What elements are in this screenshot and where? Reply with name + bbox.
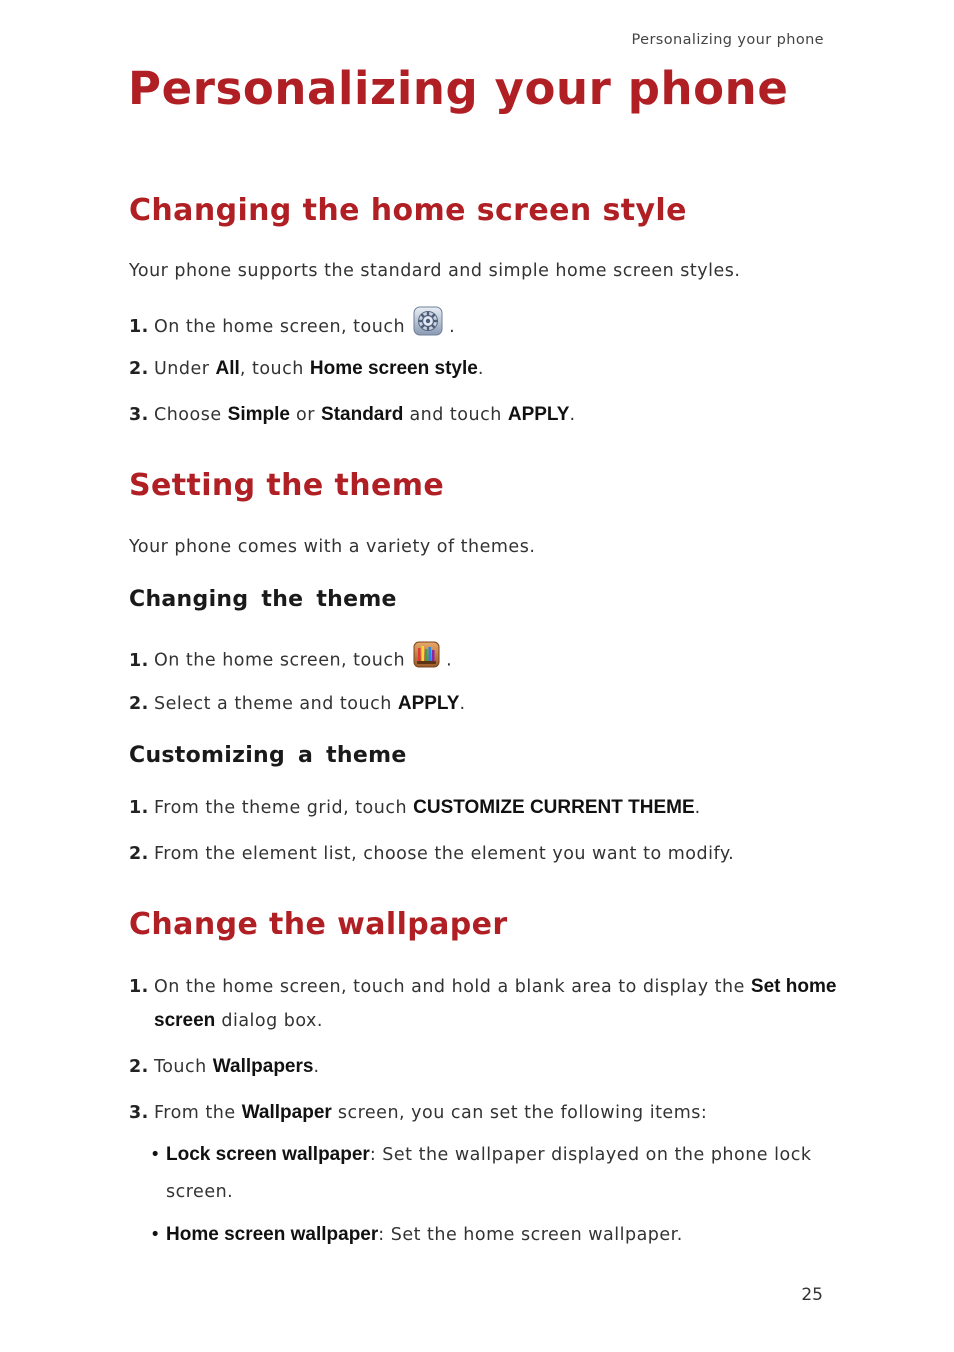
ui-term-screen: screen bbox=[154, 1010, 216, 1031]
step-text: Select a theme and touch bbox=[154, 694, 398, 714]
step-number: 2. bbox=[129, 1057, 149, 1077]
intro-setting-theme: Your phone comes with a variety of themes. bbox=[129, 537, 536, 557]
step-2-change-wallpaper bbox=[129, 1050, 320, 1084]
step-text: Touch bbox=[154, 1057, 213, 1077]
step-end: . bbox=[446, 650, 453, 671]
subheading-customizing-theme: Customizing a theme bbox=[129, 743, 407, 768]
step-number: 2. bbox=[129, 359, 149, 379]
ui-term-standard: Standard bbox=[321, 404, 404, 425]
step-text: Under bbox=[154, 359, 216, 379]
section-heading-home-screen-style: Changing the home screen style bbox=[129, 193, 687, 228]
ui-term-simple: Simple bbox=[227, 404, 290, 425]
bullet-text: : Set the home screen wallpaper. bbox=[378, 1225, 683, 1245]
step-1-changing-theme bbox=[129, 641, 452, 680]
step-text: and touch bbox=[403, 405, 508, 425]
step-end: . bbox=[449, 317, 456, 337]
step-number: 1. bbox=[129, 650, 149, 671]
step-text: . bbox=[459, 694, 466, 714]
step-text: dialog box. bbox=[215, 1011, 323, 1031]
section-heading-change-wallpaper: Change the wallpaper bbox=[129, 907, 508, 942]
step-1-home-screen-style bbox=[129, 306, 455, 348]
step-text: or bbox=[289, 405, 322, 425]
step-2-customizing-theme bbox=[129, 837, 734, 871]
bullet-home-screen-wallpaper bbox=[150, 1224, 683, 1246]
running-header: Personalizing your phone bbox=[631, 32, 824, 48]
step-2-home-screen-style bbox=[129, 352, 484, 386]
bullet-lock-screen-wallpaper bbox=[150, 1144, 811, 1166]
ui-term-set-home: Set home bbox=[750, 976, 837, 997]
page-number: 25 bbox=[801, 1285, 823, 1305]
section-heading-setting-theme: Setting the theme bbox=[129, 468, 445, 503]
ui-term-wallpapers: Wallpapers bbox=[212, 1056, 314, 1077]
step-text: . bbox=[694, 798, 701, 818]
step-text: , touch bbox=[239, 359, 310, 379]
step-text: From the element list, choose the element you want to modify. bbox=[154, 844, 735, 864]
step-number: 2. bbox=[129, 844, 149, 864]
step-text: On the home screen, touch and hold a blank area to display the bbox=[154, 977, 751, 997]
step-2-changing-theme bbox=[129, 687, 466, 721]
step-number: 1. bbox=[129, 317, 149, 337]
step-text: . bbox=[569, 405, 576, 425]
page-title: Personalizing your phone bbox=[128, 62, 789, 115]
ui-term-apply: APPLY bbox=[507, 404, 570, 425]
bullet-lock-screen-continuation: screen. bbox=[166, 1182, 234, 1202]
step-1-change-wallpaper bbox=[129, 970, 836, 1004]
ui-term-home-screen-style: Home screen style bbox=[309, 358, 478, 379]
step-text: screen, you can set the following items: bbox=[331, 1103, 708, 1123]
step-text: Choose bbox=[154, 405, 228, 425]
step-3-change-wallpaper bbox=[129, 1096, 707, 1130]
step-text: From the bbox=[154, 1103, 242, 1123]
step-text: . bbox=[313, 1057, 320, 1077]
ui-term-customize-current-theme: CUSTOMIZE CURRENT THEME bbox=[413, 797, 695, 818]
bullet-text: : Set the wallpaper displayed on the phone lock bbox=[369, 1145, 812, 1165]
ui-term-home-screen-wallpaper: Home screen wallpaper bbox=[166, 1224, 379, 1245]
step-3-home-screen-style bbox=[129, 398, 576, 432]
step-1-continuation bbox=[154, 1004, 323, 1038]
step-number: 2. bbox=[129, 694, 149, 714]
intro-home-screen-style: Your phone supports the standard and simple home screen styles. bbox=[129, 261, 741, 281]
step-number: 3. bbox=[129, 1103, 149, 1123]
ui-term-lock-screen-wallpaper: Lock screen wallpaper bbox=[166, 1144, 370, 1165]
subheading-changing-theme: Changing the theme bbox=[129, 587, 397, 612]
step-number: 3. bbox=[129, 405, 149, 425]
step-number: 1. bbox=[129, 977, 149, 997]
step-text: . bbox=[477, 359, 484, 379]
ui-term-apply: APPLY bbox=[397, 693, 460, 714]
step-number: 1. bbox=[129, 798, 149, 818]
step-text: On the home screen, touch bbox=[154, 317, 406, 337]
step-text: From the theme grid, touch bbox=[154, 798, 414, 818]
themes-palette-icon[interactable] bbox=[413, 641, 440, 680]
settings-gear-icon[interactable] bbox=[413, 306, 443, 348]
step-text: On the home screen, touch bbox=[154, 650, 406, 671]
ui-term-wallpaper: Wallpaper bbox=[241, 1102, 332, 1123]
bullet-dot-icon: • bbox=[150, 1145, 161, 1165]
bullet-dot-icon: • bbox=[150, 1225, 161, 1245]
step-1-customizing-theme bbox=[129, 791, 701, 825]
ui-term-all: All bbox=[215, 358, 240, 379]
